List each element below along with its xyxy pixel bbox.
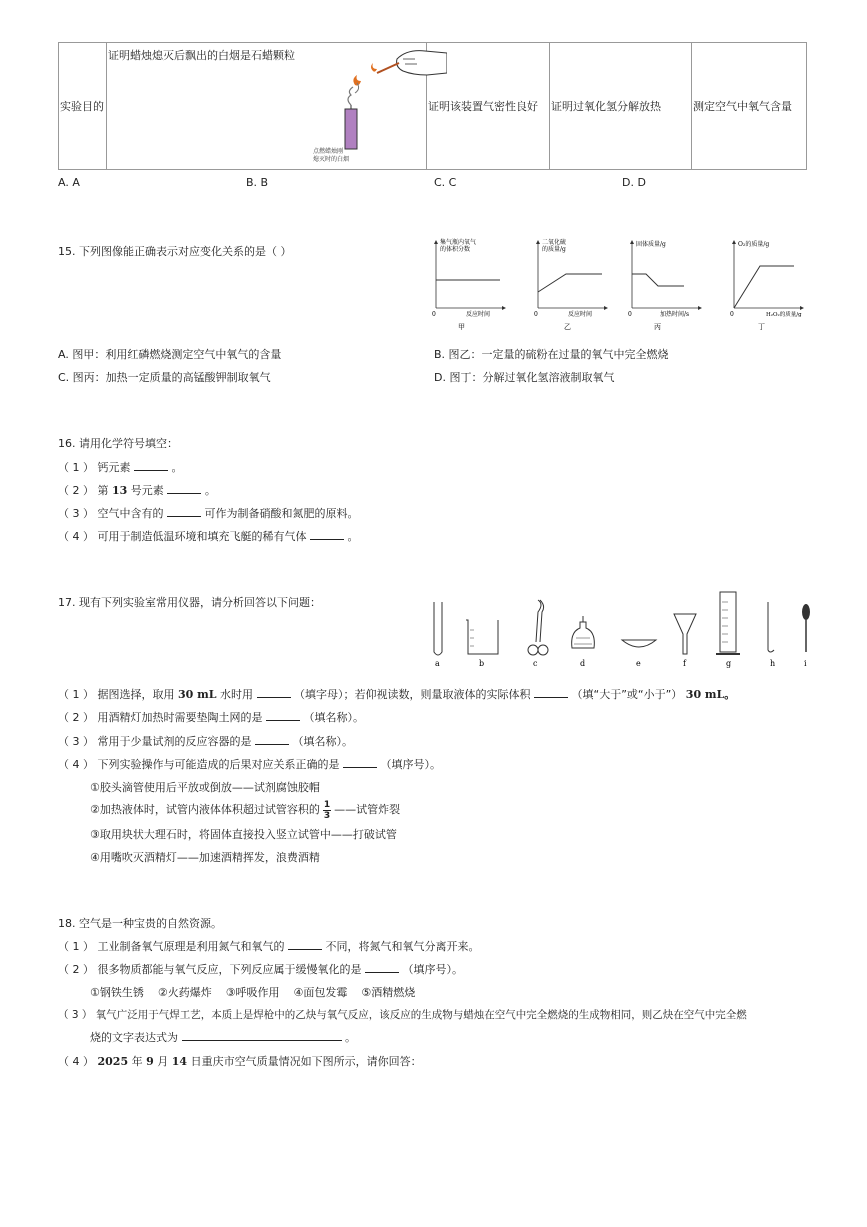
q17-l1-text-b: 水时用 (216, 688, 253, 701)
q14-option-b[interactable]: B. B (246, 176, 269, 189)
q18-line-2 (58, 961, 463, 977)
q16-item-1-end: 。 (171, 461, 183, 474)
q16-stem: 16. 请用化学符号填空： (58, 437, 178, 450)
crucible-tongs-icon (528, 600, 548, 668)
q18-l1-text: （ 1 ） 工业制备氧气原理是利用氮气和氧气的 (58, 940, 285, 953)
q16-item-2-text-b: 号元素 (127, 484, 164, 497)
q16-item-3-text: （ 3 ） 空气中含有的 (58, 507, 164, 520)
instrument-label-i: i (804, 659, 807, 668)
q14-cell-a-caption-2: 熄灭时的白烟 (313, 156, 350, 163)
evaporating-dish-icon (622, 640, 656, 668)
beaker-icon (466, 620, 498, 668)
candle-experiment-illustration (307, 45, 447, 163)
q16-item-2-end: 。 (204, 484, 216, 497)
q17-l4-end: （填序号）。 (380, 758, 441, 771)
q17-line-4 (58, 756, 441, 772)
q15-stem: 15. 下列图像能正确表示对应变化关系的是（ ） (58, 245, 292, 258)
q15-option-c[interactable]: C. 图丙：加热一定质量的高锰酸钾制取氧气 (58, 371, 271, 384)
q17-l1-volume: 30 mL (177, 688, 217, 701)
q18-line-3a: （ 3 ） 氧气广泛用于气焊工艺，本质上是焊枪中的乙炔与氧气反应，该反应的生成物与蜡烛在空气中完全燃烧的生成物相同，则乙炔在空气中完全燃 (58, 1009, 747, 1021)
graph-bing-ylabel-1: 固体质量/g (636, 241, 666, 248)
graph-jia-origin: 0 (432, 311, 436, 318)
graduated-cylinder-icon (716, 592, 740, 668)
q14-option-a[interactable]: A. A (58, 176, 80, 189)
graph-yi (534, 238, 606, 331)
q16-item-3 (58, 505, 359, 521)
graph-ding-ylabel-1: O₂的质量/g (738, 241, 770, 248)
q17-stem: 17. 现有下列实验室常用仪器，请分析回答以下问题： (58, 596, 321, 609)
q17-l1-blank-2[interactable] (534, 687, 568, 698)
q17-l1-text-c: （填字母）；若仰视读数，则量取液体的实际体积 (294, 688, 531, 701)
q18-line-3b (90, 1029, 356, 1045)
q14-row-label: 实验目的 (59, 43, 107, 170)
q17-l2-end: （填名称）。 (303, 711, 364, 724)
graph-jia-ylabel-1: 集气瓶内氧气 (440, 239, 477, 246)
q17-sub-3: ③取用块状大理石时，将固体直接投入竖立试管中——打破试管 (90, 828, 397, 841)
q16-item-4-text: （ 4 ） 可用于制造低温环境和填充飞艇的稀有气体 (58, 530, 307, 543)
graph-yi-curve (538, 274, 602, 292)
q14-cell-a-text: 证明蜡烛熄灭后飘出的白烟是石蜡颗粒 (108, 49, 295, 62)
graph-ding-origin: 0 (730, 311, 734, 318)
q17-sub-2 (90, 798, 400, 822)
q18-l4-month: 9 (146, 1055, 154, 1068)
graph-ding-name: 丁 (758, 323, 765, 331)
q14-option-d[interactable]: D. D (622, 176, 646, 189)
graph-jia (432, 238, 504, 331)
thin-tube-icon (768, 602, 775, 668)
q17-line-3 (58, 733, 353, 749)
q18-l2-blank[interactable] (365, 962, 399, 973)
instrument-label-d: d (580, 659, 586, 668)
q16-item-4 (58, 528, 359, 544)
q18-l4-day: 14 (171, 1055, 188, 1068)
q17-sub-1: ①胶头滴管使用后平放或倒放——试剂腐蚀胶帽 (90, 781, 320, 794)
q18-l4-year-unit: 年 (128, 1055, 147, 1068)
q17-sub-2-end: ——试管炸裂 (334, 803, 401, 816)
q18-l1-blank[interactable] (288, 939, 322, 950)
graph-yi-ylabel-2: 的质量/g (542, 246, 566, 253)
q18-l1-end: 不同，将氮气和氧气分离开来。 (325, 940, 480, 953)
instrument-label-c: c (533, 659, 538, 668)
q16-item-2-number: 13 (112, 484, 128, 497)
q14-cell-b: 证明该装置气密性良好 (427, 43, 550, 170)
q15-graphs (428, 236, 818, 332)
graph-jia-ylabel-2: 的体积分数 (440, 246, 471, 253)
q14-table (58, 42, 807, 170)
instrument-label-e: e (636, 659, 641, 668)
q17-l2-text: （ 2 ） 用酒精灯加热时需要垫陶土网的是 (58, 711, 263, 724)
q17-sub-2-text: ②加热液体时，试管内液体体积超过试管容积的 (90, 803, 320, 816)
instrument-label-a: a (435, 659, 440, 668)
q16-item-1-blank[interactable] (134, 460, 168, 471)
q18-l4-year: 2025 (97, 1055, 129, 1068)
q18-l3-text: 烧的文字表达式为 (90, 1031, 178, 1044)
graph-bing-name: 丙 (654, 323, 661, 331)
q16-item-2-blank[interactable] (167, 483, 201, 494)
q17-l3-text: （ 3 ） 常用于少量试剂的反应容器的是 (58, 735, 252, 748)
graph-ding-curve (734, 266, 794, 308)
q16-item-2 (58, 482, 216, 498)
q15-option-b[interactable]: B. 图乙：一定量的硫粉在过量的氧气中完全燃烧 (434, 348, 669, 361)
q15-option-d[interactable]: D. 图丁：分解过氧化氢溶液制取氧气 (434, 371, 615, 384)
graph-yi-xlabel: 反应时间 (568, 311, 593, 318)
q18-choices: ①钢铁生锈 ②火药爆炸 ③呼吸作用 ④面包发霉 ⑤酒精燃烧 (90, 986, 416, 999)
dropper-icon (802, 604, 810, 668)
q14-cell-d: 测定空气中氧气含量 (692, 43, 807, 170)
q16-item-4-blank[interactable] (310, 529, 344, 540)
alcohol-lamp-icon (572, 616, 595, 668)
fraction-one-third (323, 800, 331, 821)
graph-bing-curve (632, 274, 684, 286)
q17-l3-end: （填名称）。 (292, 735, 353, 748)
q17-l1-blank-1[interactable] (257, 687, 291, 698)
graph-ding-xlabel: H₂O₂的质量/g (766, 312, 802, 318)
q17-line-2 (58, 709, 364, 725)
graph-jia-xlabel: 反应时间 (466, 311, 491, 318)
q18-line-1 (58, 938, 480, 954)
graph-bing (628, 240, 700, 331)
fraction-denominator: 3 (323, 810, 331, 821)
q18-l4-end: 日重庆市空气质量情况如下图所示，请你回答： (187, 1055, 422, 1068)
q18-stem: 18. 空气是一种宝贵的自然资源。 (58, 917, 222, 930)
q16-item-2-text: （ 2 ） 第 (58, 484, 112, 497)
graph-yi-ylabel-1: 二氧化硫 (542, 239, 567, 246)
q17-sub-4: ④用嘴吹灭酒精灯——加速酒精挥发，浪费酒精 (90, 851, 320, 864)
q17-l1-text: （ 1 ） 据图选择，取用 (58, 688, 178, 701)
q18-l4-text: （ 4 ） (58, 1055, 98, 1068)
q17-l4-text: （ 4 ） 下列实验操作与可能造成的后果对应关系正确的是 (58, 758, 340, 771)
graph-jia-name: 甲 (458, 323, 465, 331)
q17-l4-blank[interactable] (343, 757, 377, 768)
q14-cell-a-caption-1: 点燃蜡烛刚 (313, 148, 344, 155)
graph-yi-origin: 0 (534, 311, 538, 318)
q14-option-c[interactable]: C. C (434, 176, 457, 189)
q17-instruments (424, 590, 824, 670)
q14-cell-a (107, 43, 427, 170)
funnel-icon (674, 614, 696, 668)
q16-item-4-end: 。 (347, 530, 359, 543)
instrument-label-b: b (479, 659, 485, 668)
q16-item-1 (58, 459, 183, 475)
q18-line-4 (58, 1053, 422, 1069)
q14-cell-c: 证明过氧化氢分解放热 (550, 43, 692, 170)
test-tube-icon (434, 602, 442, 668)
fraction-numerator: 1 (323, 799, 331, 810)
q18-l2-text: （ 2 ） 很多物质都能与氧气反应，下列反应属于缓慢氧化的是 (58, 963, 362, 976)
q18-l3-end: 。 (345, 1031, 356, 1044)
instrument-label-f: f (683, 659, 686, 668)
q17-l1-text-d: （填“大于”或“小于”） (571, 688, 686, 701)
q18-l2-end: （填序号）。 (402, 963, 463, 976)
q17-line-1 (58, 686, 735, 702)
q17-l3-blank[interactable] (255, 734, 289, 745)
instrument-label-h: h (770, 659, 776, 668)
q16-item-3-end: 可作为制备硝酸和氮肥的原料。 (204, 507, 359, 520)
q17-l2-blank[interactable] (266, 710, 300, 721)
q16-item-1-text: （ 1 ） 钙元素 (58, 461, 131, 474)
q18-l4-month-unit: 月 (153, 1055, 172, 1068)
q15-option-a[interactable]: A. 图甲：利用红磷燃烧测定空气中氧气的含量 (58, 348, 282, 361)
graph-bing-origin: 0 (628, 311, 632, 318)
graph-yi-name: 乙 (564, 323, 571, 331)
graph-bing-xlabel: 加热时间/s (660, 311, 690, 318)
q16-item-3-blank[interactable] (167, 506, 201, 517)
q18-l3-blank[interactable] (182, 1030, 342, 1041)
graph-ding (730, 240, 802, 331)
q17-l1-end: 30 mL。 (685, 688, 736, 701)
instrument-label-g: g (726, 659, 732, 668)
